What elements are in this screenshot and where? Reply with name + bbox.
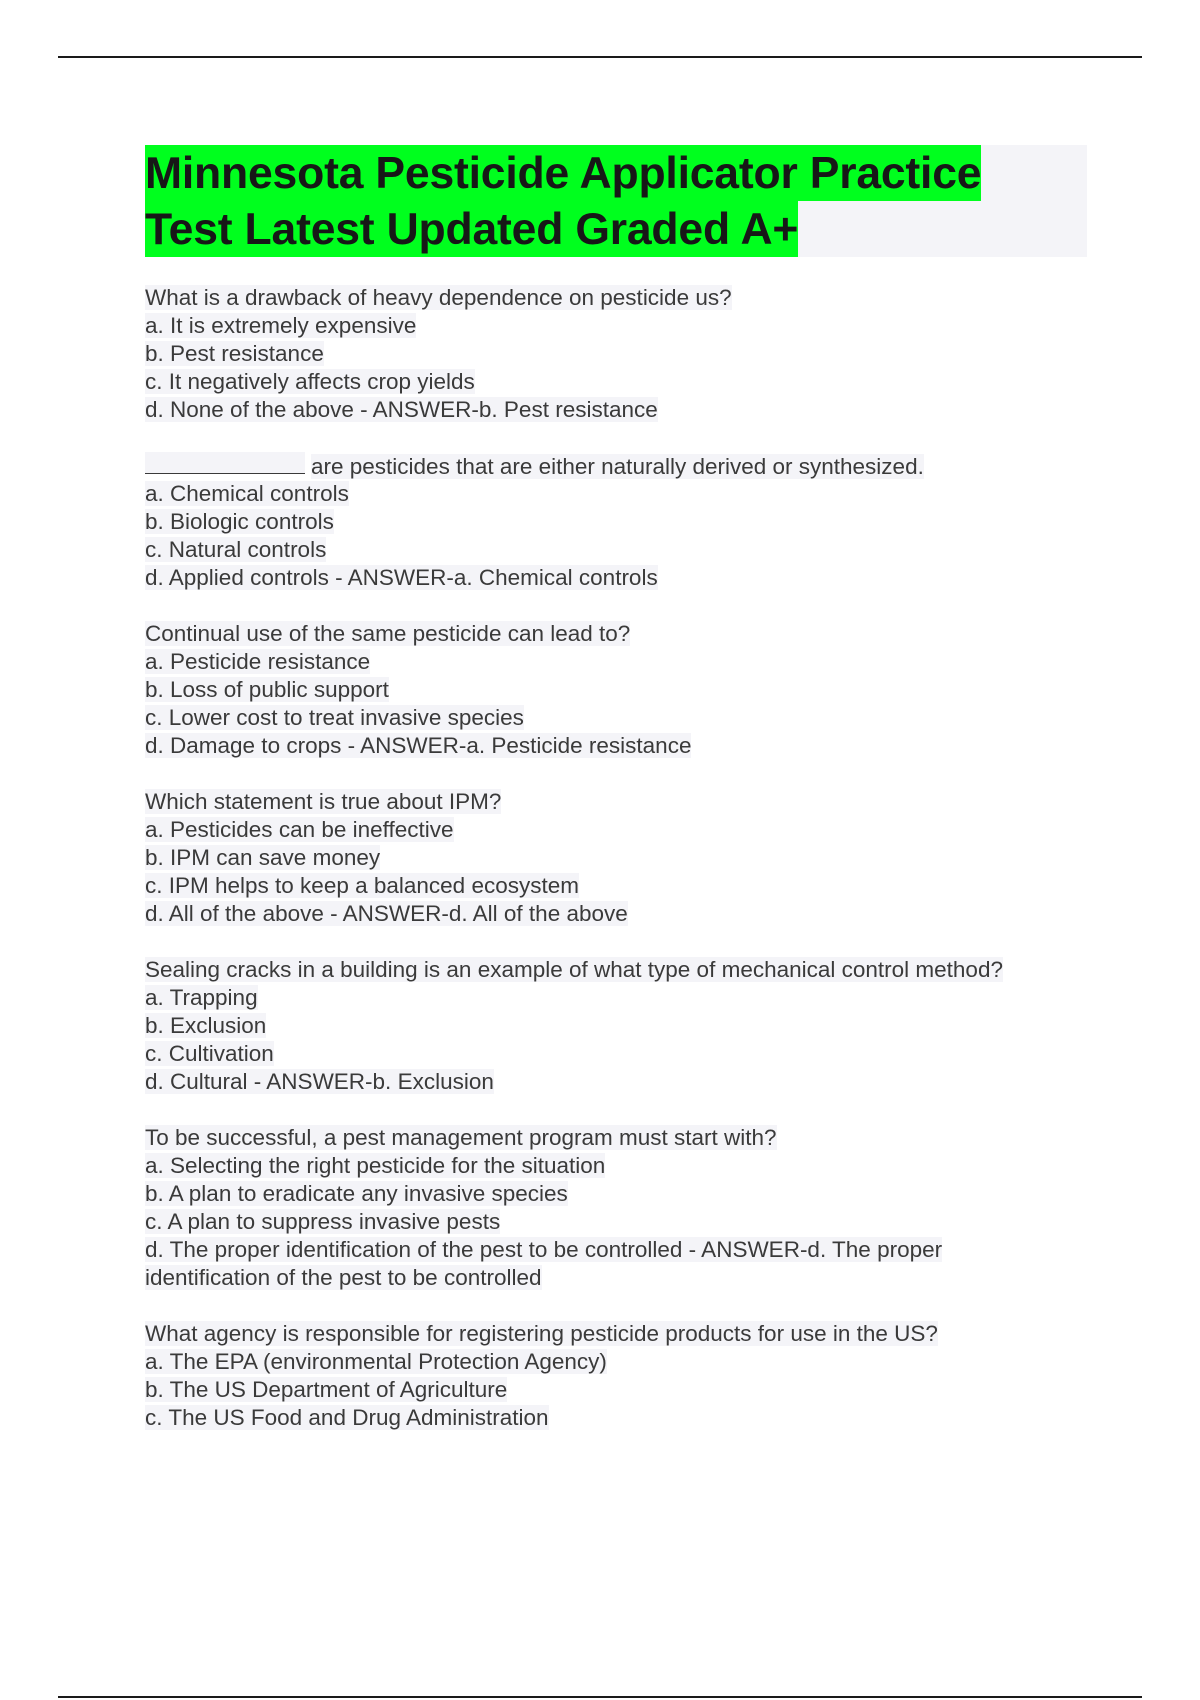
answer-option: c. It negatively affects crop yields xyxy=(145,369,475,394)
question-block xyxy=(145,788,1087,928)
top-rule xyxy=(58,56,1142,58)
question-text: Which statement is true about IPM? xyxy=(145,789,502,814)
title-line-1: Minnesota Pesticide Applicator Practice xyxy=(145,145,981,201)
answer-option: c. IPM helps to keep a balanced ecosystem xyxy=(145,873,579,898)
answer-option: c. A plan to suppress invasive pests xyxy=(145,1209,501,1234)
question-list xyxy=(145,284,1087,1460)
answer-option: b. The US Department of Agriculture xyxy=(145,1377,508,1402)
answer-option: a. Trapping xyxy=(145,985,258,1010)
answer-option: a. Pesticide resistance xyxy=(145,649,371,674)
answer-option-with-key: d. All of the above - ANSWER-d. All of the above xyxy=(145,901,628,926)
answer-option: c. Cultivation xyxy=(145,1041,274,1066)
question-text: To be successful, a pest management program must start with? xyxy=(145,1125,777,1150)
answer-option: a. Selecting the right pesticide for the situation xyxy=(145,1153,606,1178)
answer-option-with-key: d. None of the above - ANSWER-b. Pest resistance xyxy=(145,397,658,422)
answer-option: a. The EPA (environmental Protection Agency) xyxy=(145,1349,607,1374)
question-text: Sealing cracks in a building is an example of what type of mechanical control method? xyxy=(145,957,1003,982)
answer-option: b. IPM can save money xyxy=(145,845,381,870)
question-block xyxy=(145,452,1087,592)
question-block xyxy=(145,1124,1087,1292)
title-line-2: Test Latest Updated Graded A+ xyxy=(145,201,798,257)
answer-continuation: identification of the pest to be controlled xyxy=(145,1265,542,1290)
bottom-rule xyxy=(58,1696,1142,1698)
answer-option: b. Loss of public support xyxy=(145,677,389,702)
answer-option: c. Lower cost to treat invasive species xyxy=(145,705,524,730)
answer-option: a. It is extremely expensive xyxy=(145,313,417,338)
answer-option: a. Chemical controls xyxy=(145,481,349,506)
document-title xyxy=(145,145,1087,257)
answer-option-with-key: d. Cultural - ANSWER-b. Exclusion xyxy=(145,1069,494,1094)
answer-option-with-key: d. Damage to crops - ANSWER-a. Pesticide resistance xyxy=(145,733,692,758)
question-text: What is a drawback of heavy dependence on pesticide us? xyxy=(145,285,732,310)
question-block xyxy=(145,956,1087,1096)
question-text: What agency is responsible for registering pesticide products for use in the US? xyxy=(145,1321,938,1346)
question-block xyxy=(145,284,1087,424)
fill-in-blank xyxy=(145,452,305,474)
answer-option-with-key: d. The proper identification of the pest to be controlled - ANSWER-d. The proper xyxy=(145,1237,943,1262)
answer-option: b. Pest resistance xyxy=(145,341,324,366)
question-text: Continual use of the same pesticide can lead to? xyxy=(145,621,631,646)
question-block xyxy=(145,620,1087,760)
question-text: are pesticides that are either naturally derived or synthesized. xyxy=(145,452,1087,480)
answer-option: b. Exclusion xyxy=(145,1013,267,1038)
answer-option-with-key: d. Applied controls - ANSWER-a. Chemical controls xyxy=(145,565,658,590)
answer-option: c. Natural controls xyxy=(145,537,327,562)
question-block xyxy=(145,1320,1087,1432)
answer-option: b. A plan to eradicate any invasive species xyxy=(145,1181,568,1206)
answer-option: c. The US Food and Drug Administration xyxy=(145,1405,549,1430)
answer-option: b. Biologic controls xyxy=(145,509,334,534)
answer-option: a. Pesticides can be ineffective xyxy=(145,817,454,842)
